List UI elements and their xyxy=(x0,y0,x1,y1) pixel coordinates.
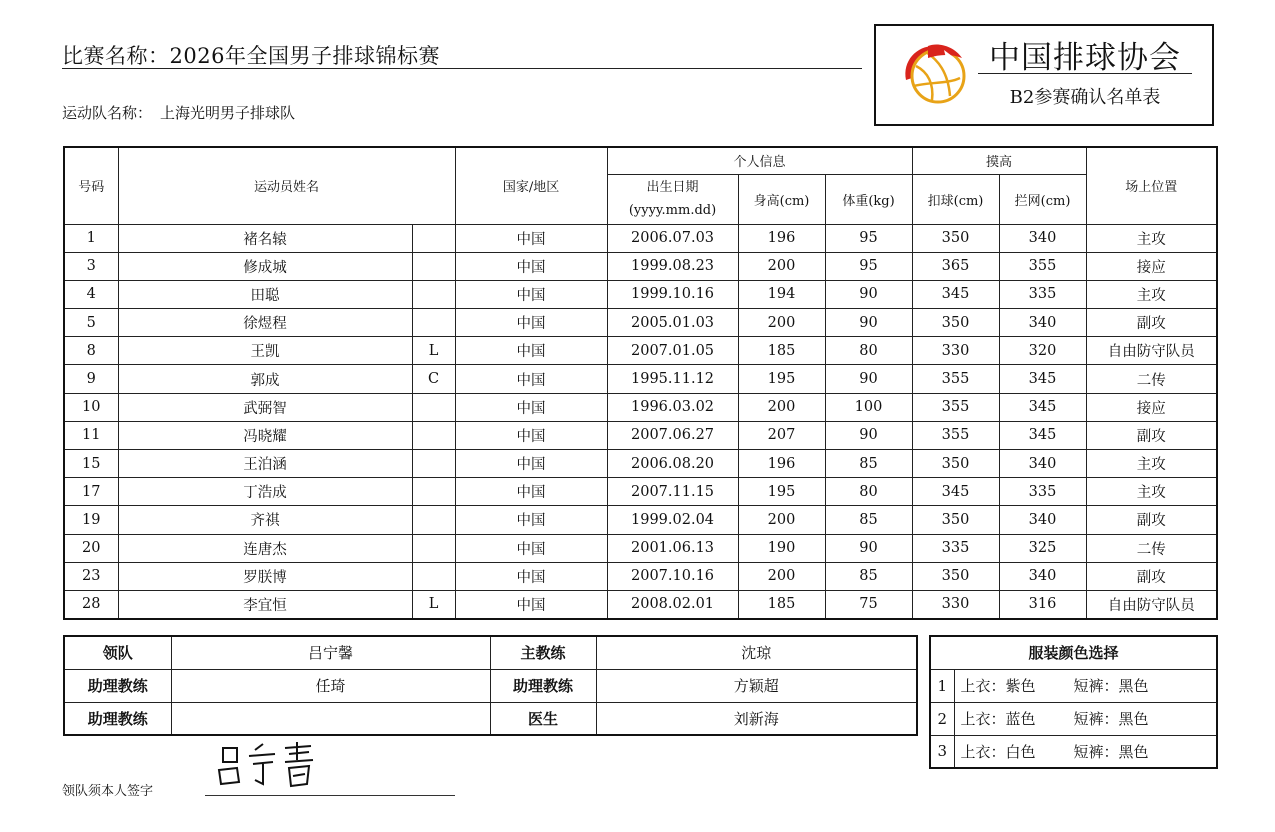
header-birth-format: (yyyy.mm.dd) xyxy=(628,203,717,218)
player-weight: 85 xyxy=(825,506,912,534)
roster-row xyxy=(64,393,1217,421)
roster-row xyxy=(64,534,1217,562)
player-role xyxy=(412,252,455,280)
player-weight: 95 xyxy=(825,224,912,252)
roster-row xyxy=(64,450,1217,478)
uniform-colors xyxy=(954,702,1217,735)
staff-name: 任琦 xyxy=(171,669,490,702)
staff-body xyxy=(64,636,917,735)
player-number: 23 xyxy=(64,562,118,590)
signature-line xyxy=(205,795,455,796)
uniform-index: 2 xyxy=(930,702,954,735)
player-spike: 365 xyxy=(912,252,999,280)
staff-name: 方颖超 xyxy=(596,669,917,702)
player-name: 田聪 xyxy=(118,280,412,308)
player-spike: 350 xyxy=(912,506,999,534)
roster-row xyxy=(64,506,1217,534)
player-position: 二传 xyxy=(1086,365,1217,393)
player-role xyxy=(412,506,455,534)
player-birth: 2005.01.03 xyxy=(607,309,738,337)
player-height: 196 xyxy=(738,224,825,252)
player-weight: 80 xyxy=(825,478,912,506)
player-birth: 1995.11.12 xyxy=(607,365,738,393)
staff-name: 吕宁馨 xyxy=(171,636,490,669)
player-role xyxy=(412,534,455,562)
player-position: 副攻 xyxy=(1086,421,1217,449)
player-number: 28 xyxy=(64,590,118,618)
player-block: 335 xyxy=(999,478,1086,506)
player-name: 李宜恒 xyxy=(118,590,412,618)
player-country: 中国 xyxy=(455,337,607,365)
player-block: 345 xyxy=(999,421,1086,449)
player-height: 195 xyxy=(738,365,825,393)
player-birth: 1999.10.16 xyxy=(607,280,738,308)
roster-table xyxy=(63,146,1218,620)
uniform-option xyxy=(930,702,1217,735)
staff-role: 主教练 xyxy=(490,636,596,669)
player-block: 340 xyxy=(999,224,1086,252)
player-weight: 90 xyxy=(825,309,912,337)
competition-label: 比赛名称： xyxy=(62,44,170,68)
player-spike: 335 xyxy=(912,534,999,562)
player-name: 连唐杰 xyxy=(118,534,412,562)
player-country: 中国 xyxy=(455,478,607,506)
header-block: 拦网(cm) xyxy=(999,174,1086,224)
player-role xyxy=(412,562,455,590)
roster-row xyxy=(64,224,1217,252)
player-spike: 350 xyxy=(912,309,999,337)
player-birth: 2008.02.01 xyxy=(607,590,738,618)
player-name: 郭成 xyxy=(118,365,412,393)
player-spike: 350 xyxy=(912,224,999,252)
player-country: 中国 xyxy=(455,562,607,590)
player-height: 200 xyxy=(738,309,825,337)
player-country: 中国 xyxy=(455,450,607,478)
player-role: C xyxy=(412,365,455,393)
player-weight: 90 xyxy=(825,365,912,393)
player-number: 17 xyxy=(64,478,118,506)
player-spike: 330 xyxy=(912,337,999,365)
player-country: 中国 xyxy=(455,421,607,449)
header-height: 身高(cm) xyxy=(738,174,825,224)
player-role xyxy=(412,224,455,252)
form-title: B2参赛确认名单表 xyxy=(1009,87,1161,108)
player-position: 副攻 xyxy=(1086,562,1217,590)
player-birth: 2007.06.27 xyxy=(607,421,738,449)
player-number: 19 xyxy=(64,506,118,534)
player-spike: 350 xyxy=(912,450,999,478)
header-birth-label: 出生日期 xyxy=(646,180,699,195)
player-country: 中国 xyxy=(455,280,607,308)
player-number: 1 xyxy=(64,224,118,252)
competition-name: 2026年全国男子排球锦标赛 xyxy=(169,44,440,68)
player-spike: 350 xyxy=(912,562,999,590)
player-position: 接应 xyxy=(1086,393,1217,421)
player-role xyxy=(412,280,455,308)
player-block: 340 xyxy=(999,309,1086,337)
roster-row xyxy=(64,478,1217,506)
player-weight: 90 xyxy=(825,534,912,562)
player-number: 3 xyxy=(64,252,118,280)
player-role xyxy=(412,393,455,421)
player-height: 195 xyxy=(738,478,825,506)
roster-body xyxy=(64,224,1217,619)
staff-row xyxy=(64,669,917,702)
player-block: 335 xyxy=(999,280,1086,308)
staff-role: 医生 xyxy=(490,702,596,735)
uniform-option xyxy=(930,735,1217,768)
uniform-body xyxy=(930,636,1217,768)
player-country: 中国 xyxy=(455,365,607,393)
roster-row xyxy=(64,365,1217,393)
player-weight: 80 xyxy=(825,337,912,365)
player-name: 修成城 xyxy=(118,252,412,280)
staff-name: 沈琼 xyxy=(596,636,917,669)
player-country: 中国 xyxy=(455,393,607,421)
player-spike: 355 xyxy=(912,421,999,449)
org-header-box xyxy=(874,24,1214,126)
uniform-colors xyxy=(954,669,1217,702)
player-name: 齐祺 xyxy=(118,506,412,534)
player-position: 接应 xyxy=(1086,252,1217,280)
player-block: 316 xyxy=(999,590,1086,618)
player-country: 中国 xyxy=(455,224,607,252)
player-role xyxy=(412,421,455,449)
player-birth: 2007.01.05 xyxy=(607,337,738,365)
handwritten-signature xyxy=(215,740,325,790)
player-block: 340 xyxy=(999,450,1086,478)
roster-row xyxy=(64,337,1217,365)
roster-row xyxy=(64,309,1217,337)
player-height: 196 xyxy=(738,450,825,478)
player-position: 主攻 xyxy=(1086,280,1217,308)
org-name: 中国排球协会 xyxy=(989,40,1181,76)
staff-table xyxy=(63,635,918,736)
player-position: 主攻 xyxy=(1086,450,1217,478)
player-block: 345 xyxy=(999,393,1086,421)
player-birth: 2007.10.16 xyxy=(607,562,738,590)
player-birth: 1999.08.23 xyxy=(607,252,738,280)
player-number: 4 xyxy=(64,280,118,308)
player-spike: 330 xyxy=(912,590,999,618)
player-birth: 1996.03.02 xyxy=(607,393,738,421)
uniform-title: 服装颜色选择 xyxy=(930,636,1217,669)
player-height: 200 xyxy=(738,252,825,280)
staff-row xyxy=(64,702,917,735)
player-number: 9 xyxy=(64,365,118,393)
roster-row xyxy=(64,252,1217,280)
player-block: 320 xyxy=(999,337,1086,365)
player-country: 中国 xyxy=(455,590,607,618)
player-weight: 90 xyxy=(825,280,912,308)
competition-underline xyxy=(62,68,862,69)
player-weight: 85 xyxy=(825,450,912,478)
player-height: 190 xyxy=(738,534,825,562)
team-label: 运动队名称： xyxy=(62,104,153,122)
uniform-top: 上衣：白色 xyxy=(960,742,1036,761)
player-weight: 100 xyxy=(825,393,912,421)
player-position: 自由防守队员 xyxy=(1086,590,1217,618)
team-title xyxy=(62,102,295,123)
player-position: 主攻 xyxy=(1086,224,1217,252)
player-height: 194 xyxy=(738,280,825,308)
player-number: 11 xyxy=(64,421,118,449)
player-height: 207 xyxy=(738,421,825,449)
player-name: 王泊涵 xyxy=(118,450,412,478)
player-spike: 345 xyxy=(912,478,999,506)
player-role: L xyxy=(412,337,455,365)
signature-label: 领队须本人签字 xyxy=(62,784,154,799)
org-divider xyxy=(978,73,1192,74)
player-height: 200 xyxy=(738,506,825,534)
player-country: 中国 xyxy=(455,309,607,337)
player-role xyxy=(412,309,455,337)
player-height: 185 xyxy=(738,337,825,365)
player-name: 冯晓耀 xyxy=(118,421,412,449)
player-number: 10 xyxy=(64,393,118,421)
header-name: 运动员姓名 xyxy=(118,147,455,224)
player-height: 185 xyxy=(738,590,825,618)
player-position: 副攻 xyxy=(1086,506,1217,534)
header-reach: 摸高 xyxy=(912,147,1086,174)
player-height: 200 xyxy=(738,393,825,421)
player-birth: 2006.07.03 xyxy=(607,224,738,252)
player-spike: 355 xyxy=(912,365,999,393)
player-position: 主攻 xyxy=(1086,478,1217,506)
player-weight: 75 xyxy=(825,590,912,618)
uniform-top: 上衣：蓝色 xyxy=(960,710,1036,728)
staff-role: 领队 xyxy=(64,636,171,669)
player-birth: 2007.11.15 xyxy=(607,478,738,506)
header-weight: 体重(kg) xyxy=(825,174,912,224)
player-position: 二传 xyxy=(1086,534,1217,562)
player-country: 中国 xyxy=(455,534,607,562)
player-birth: 2001.06.13 xyxy=(607,534,738,562)
player-block: 345 xyxy=(999,365,1086,393)
uniform-shorts: 短裤：黑色 xyxy=(1073,742,1149,761)
player-spike: 345 xyxy=(912,280,999,308)
header-country: 国家/地区 xyxy=(455,147,607,224)
staff-row xyxy=(64,636,917,669)
player-birth: 1999.02.04 xyxy=(607,506,738,534)
roster-row xyxy=(64,562,1217,590)
uniform-index: 3 xyxy=(930,735,954,768)
player-role xyxy=(412,450,455,478)
staff-role: 助理教练 xyxy=(490,669,596,702)
roster-row xyxy=(64,280,1217,308)
roster-row xyxy=(64,421,1217,449)
player-country: 中国 xyxy=(455,506,607,534)
player-name: 武弼智 xyxy=(118,393,412,421)
player-name: 徐煜程 xyxy=(118,309,412,337)
player-weight: 90 xyxy=(825,421,912,449)
player-height: 200 xyxy=(738,562,825,590)
player-block: 340 xyxy=(999,562,1086,590)
player-weight: 95 xyxy=(825,252,912,280)
player-name: 王凯 xyxy=(118,337,412,365)
player-name: 罗朕博 xyxy=(118,562,412,590)
player-role: L xyxy=(412,590,455,618)
volleyball-association-logo xyxy=(898,38,968,108)
team-name: 上海光明男子排球队 xyxy=(160,104,296,122)
uniform-colors xyxy=(954,735,1217,768)
uniform-shorts: 短裤：黑色 xyxy=(1073,677,1149,695)
player-country: 中国 xyxy=(455,252,607,280)
roster-row xyxy=(64,590,1217,618)
uniform-top: 上衣：紫色 xyxy=(960,677,1036,695)
player-position: 副攻 xyxy=(1086,309,1217,337)
header-position: 场上位置 xyxy=(1086,147,1217,224)
staff-name xyxy=(171,702,490,735)
uniform-option xyxy=(930,669,1217,702)
uniform-table xyxy=(929,635,1218,769)
uniform-shorts: 短裤：黑色 xyxy=(1073,710,1149,728)
competition-title xyxy=(62,40,440,70)
player-number: 15 xyxy=(64,450,118,478)
header-number: 号码 xyxy=(64,147,118,224)
player-number: 8 xyxy=(64,337,118,365)
player-block: 325 xyxy=(999,534,1086,562)
uniform-index: 1 xyxy=(930,669,954,702)
header-spike: 扣球(cm) xyxy=(912,174,999,224)
player-position: 自由防守队员 xyxy=(1086,337,1217,365)
player-birth: 2006.08.20 xyxy=(607,450,738,478)
header-personal-info: 个人信息 xyxy=(607,147,912,174)
player-role xyxy=(412,478,455,506)
player-block: 340 xyxy=(999,506,1086,534)
header-birth-date xyxy=(607,174,738,224)
player-block: 355 xyxy=(999,252,1086,280)
player-name: 丁浩成 xyxy=(118,478,412,506)
staff-role: 助理教练 xyxy=(64,669,171,702)
player-weight: 85 xyxy=(825,562,912,590)
staff-role: 助理教练 xyxy=(64,702,171,735)
player-spike: 355 xyxy=(912,393,999,421)
player-number: 5 xyxy=(64,309,118,337)
player-number: 20 xyxy=(64,534,118,562)
player-name: 褚名辕 xyxy=(118,224,412,252)
staff-name: 刘新海 xyxy=(596,702,917,735)
